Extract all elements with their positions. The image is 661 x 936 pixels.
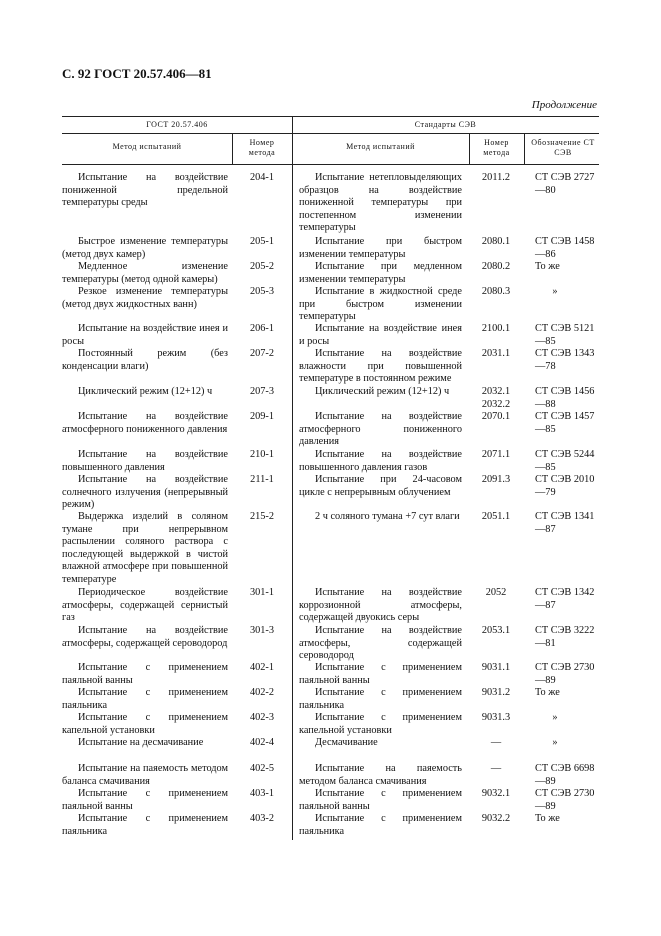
table-cell-number: 209-1 bbox=[249, 411, 275, 422]
table-cell-sev-method: Испытание на воздействие повышенного давления газов bbox=[299, 449, 462, 473]
table-cell-sev-number: 2091.3 bbox=[481, 474, 511, 485]
table-col-divider bbox=[524, 133, 525, 164]
table-cell-sev-method: Испытание на воздействие инея и росы bbox=[299, 323, 462, 347]
table-cell-sev-number: 2070.1 bbox=[481, 411, 511, 422]
table-cell-method: Испытание на воздействие повышенного давления bbox=[62, 449, 228, 473]
table-cell-sev-number: 2052 bbox=[485, 587, 507, 598]
continuation-label: Продолжение bbox=[531, 99, 597, 111]
table-cell-sev-number: — bbox=[490, 737, 502, 748]
table-cell-sev-number: 2032.1 2032.2 bbox=[481, 386, 511, 410]
table-cell-sev-method: Циклический режим (12+12) ч bbox=[315, 386, 450, 397]
table-col-divider bbox=[469, 133, 470, 164]
table-cell-number: 301-3 bbox=[249, 625, 275, 636]
table-cell-sev-number: 2080.1 bbox=[481, 236, 511, 247]
table-cell-designation: СТ СЭВ 2727—80 bbox=[535, 172, 595, 196]
table-cell-designation: СТ СЭВ 1457—85 bbox=[535, 411, 595, 435]
table-cell-sev-method: Десмачивание bbox=[315, 737, 378, 748]
table-cell-number: 402-5 bbox=[249, 763, 275, 774]
table-cell-number: 215-2 bbox=[249, 511, 275, 522]
table-cell-designation: То же bbox=[535, 687, 560, 698]
table-cell-designation: » bbox=[552, 737, 558, 748]
column-header-sev-method: Метод испытаний bbox=[346, 142, 415, 151]
table-cell-method: Испытание на воздействие пониженной предельной температуры среды bbox=[62, 172, 228, 208]
table-cell-sev-method: Испытание с применением капельной установки bbox=[299, 712, 462, 736]
table-cell-number: 205-1 bbox=[249, 236, 275, 247]
group-header-sev: Стандарты СЭВ bbox=[414, 120, 477, 129]
table-center-divider bbox=[292, 116, 293, 840]
table-cell-sev-number: 2100.1 bbox=[481, 323, 511, 334]
table-cell-designation: СТ СЭВ 5121—85 bbox=[535, 323, 595, 347]
table-cell-sev-method: Испытание с применением паяльника bbox=[299, 687, 462, 711]
table-cell-sev-method: Испытание при быстром изменении температуры bbox=[299, 236, 462, 260]
table-cell-method: Резкое изменение температуры (метод двух жидкостных ванн) bbox=[62, 286, 228, 310]
page-header: С. 92 ГОСТ 20.57.406—81 bbox=[62, 66, 212, 81]
table-cell-method: Испытание с применением паяльной ванны bbox=[62, 662, 228, 686]
table-cell-sev-number: 2031.1 bbox=[481, 348, 511, 359]
table-cell-number: 211-1 bbox=[250, 474, 274, 485]
table-cell-number: 402-2 bbox=[249, 687, 275, 698]
table-cell-designation: СТ СЭВ 2730—89 bbox=[535, 788, 595, 812]
column-header-method: Метод испытаний bbox=[112, 142, 182, 151]
column-header-sev-number: Номер метода bbox=[483, 138, 510, 157]
table-cell-method: Испытание на воздействие атмосферного пониженного давления bbox=[62, 411, 228, 435]
table-cell-number: 207-2 bbox=[249, 348, 275, 359]
table-cell-method: Периодическое воздействие атмосферы, содержащей сернистый газ bbox=[62, 587, 228, 623]
table-cell-number: 204-1 bbox=[249, 172, 275, 183]
table-cell-sev-number: 2053.1 bbox=[481, 625, 511, 636]
table-cell-designation: То же bbox=[535, 813, 560, 824]
table-cell-sev-method: Испытание в жидкостной среде при быстром изменении температуры bbox=[299, 286, 462, 322]
table-cell-sev-number: 9032.2 bbox=[481, 813, 511, 824]
table-cell-sev-method: Испытание на воздействие влажности при повышенной температуре в постоянном режиме bbox=[299, 348, 462, 384]
table-cell-sev-method: Испытание при 24-часовом цикле с непрерывным облучением bbox=[299, 474, 462, 498]
table-cell-designation: СТ СЭВ 2730—89 bbox=[535, 662, 595, 686]
table-cell-sev-number: 2051.1 bbox=[481, 511, 511, 522]
table-cell-method: Испытание на десмачивание bbox=[78, 737, 204, 748]
table-cell-designation: То же bbox=[535, 261, 560, 272]
table-cell-designation: СТ СЭВ 1343—78 bbox=[535, 348, 595, 372]
table-cell-sev-number: 9031.1 bbox=[481, 662, 511, 673]
table-cell-number: 403-2 bbox=[249, 813, 275, 824]
table-cell-method: Быстрое изменение температуры (метод двух камер) bbox=[62, 236, 228, 260]
table-cell-method: Испытание на паяемость методом баланса смачивания bbox=[62, 763, 228, 787]
table-cell-sev-method: Испытание с применением паяльной ванны bbox=[299, 662, 462, 686]
table-cell-designation: СТ СЭВ 3222—81 bbox=[535, 625, 595, 649]
table-cell-sev-method: Испытание с применением паяльника bbox=[299, 813, 462, 837]
table-cell-sev-number: 9031.2 bbox=[481, 687, 511, 698]
table-cell-number: 403-1 bbox=[249, 788, 275, 799]
table-cell-designation: СТ СЭВ 2010—79 bbox=[535, 474, 595, 498]
table-cell-method: Испытание на воздействие солнечного излучения (непрерывный режим) bbox=[62, 474, 228, 510]
table-cell-method: Испытание с применением паяльной ванны bbox=[62, 788, 228, 812]
table-col-divider bbox=[232, 133, 233, 164]
table-cell-sev-method: Испытание нетепловыделяющих образцов на воздействие пониженной температуры при постепенном изменении температуры bbox=[299, 172, 462, 233]
table-cell-number: 402-1 bbox=[249, 662, 275, 673]
table-cell-method: Постоянный режим (без конденсации влаги) bbox=[62, 348, 228, 372]
table-cell-number: 402-4 bbox=[249, 737, 275, 748]
table-cell-sev-method: Испытание на воздействие атмосферы, содержащей сероводород bbox=[299, 625, 462, 661]
table-cell-sev-method: Испытание с применением паяльной ванны bbox=[299, 788, 462, 812]
table-cell-number: 205-2 bbox=[249, 261, 275, 272]
table-cell-method: Испытание с применением паяльника bbox=[62, 813, 228, 837]
table-cell-method: Испытание с применением капельной установки bbox=[62, 712, 228, 736]
table-cell-number: 206-1 bbox=[249, 323, 275, 334]
table-cell-method: Выдержка изделий в соляном тумане при непрерывном распылении соляного раствора с последующей выдержкой в чистой влажной атмосфере при повышенной температуре bbox=[62, 511, 228, 585]
table-cell-sev-method: 2 ч соляного тумана +7 сут влаги bbox=[315, 511, 460, 522]
table-cell-number: 207-3 bbox=[249, 386, 275, 397]
table-cell-designation: СТ СЭВ 1341—87 bbox=[535, 511, 595, 535]
table-cell-sev-number: 9032.1 bbox=[481, 788, 511, 799]
table-cell-sev-method: Испытание на воздействие коррозионной атмосферы, содержащей двуокись серы bbox=[299, 587, 462, 623]
table-cell-designation: » bbox=[552, 286, 558, 297]
column-header-designation: Обозначение СТ СЭВ bbox=[531, 138, 595, 157]
table-cell-number: 402-3 bbox=[249, 712, 275, 723]
table-group-rule bbox=[62, 133, 599, 134]
table-cell-method: Испытание на воздействие атмосферы, содержащей сероводород bbox=[62, 625, 228, 649]
table-cell-method: Испытание с применением паяльника bbox=[62, 687, 228, 711]
group-header-gost: ГОСТ 20.57.406 bbox=[146, 120, 208, 129]
column-header-number: Номер метода bbox=[248, 138, 276, 157]
table-cell-sev-number: 2071.1 bbox=[481, 449, 511, 460]
table-cell-sev-method: Испытание на воздействие атмосферного пониженного давления bbox=[299, 411, 462, 447]
table-cell-sev-number: 2080.3 bbox=[481, 286, 511, 297]
table-cell-designation: СТ СЭВ 1458—86 bbox=[535, 236, 595, 260]
table-cell-designation: СТ СЭВ 5244—85 bbox=[535, 449, 595, 473]
table-cell-sev-number: — bbox=[490, 763, 502, 774]
table-cell-designation: СТ СЭВ 1456—88 bbox=[535, 386, 595, 410]
table-cell-method: Медленное изменение температуры (метод одной камеры) bbox=[62, 261, 228, 285]
table-cell-number: 301-1 bbox=[249, 587, 275, 598]
table-cell-number: 205-3 bbox=[249, 286, 275, 297]
table-top-rule bbox=[62, 116, 599, 117]
table-cell-sev-method: Испытание на паяемость методом баланса смачивания bbox=[299, 763, 462, 787]
table-cell-sev-method: Испытание при медленном изменении температуры bbox=[299, 261, 462, 285]
table-cell-number: 210-1 bbox=[249, 449, 275, 460]
table-cell-method: Испытание на воздействие инея и росы bbox=[62, 323, 228, 347]
table-header-rule bbox=[62, 164, 599, 165]
table-cell-sev-number: 9031.3 bbox=[481, 712, 511, 723]
table-cell-designation: » bbox=[552, 712, 558, 723]
table-cell-designation: СТ СЭВ 1342—87 bbox=[535, 587, 595, 611]
table-cell-sev-number: 2080.2 bbox=[481, 261, 511, 272]
table-cell-designation: СТ СЭВ 6698—89 bbox=[535, 763, 595, 787]
table-cell-sev-number: 2011.2 bbox=[482, 172, 510, 183]
table-cell-method: Циклический режим (12+12) ч bbox=[78, 386, 213, 397]
